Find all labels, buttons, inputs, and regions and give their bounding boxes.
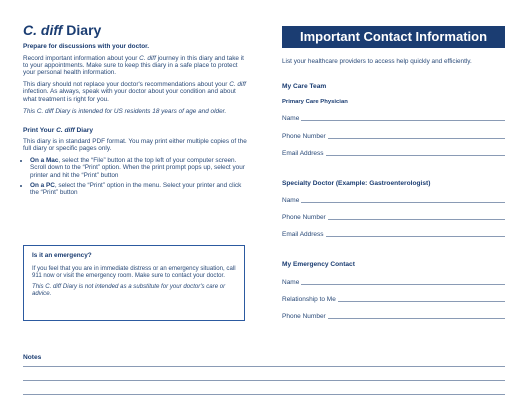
notes-label: Notes xyxy=(23,354,42,361)
notes-line[interactable] xyxy=(23,394,505,395)
specialty-phone-field[interactable]: Phone Number xyxy=(282,212,505,221)
emergency-box-note: This C. diff Diary is not intended as a substitute for your doctor's care or advice. xyxy=(32,283,226,297)
emergency-box-title: Is it an emergency? xyxy=(32,252,92,259)
care-team-heading: My Care Team xyxy=(282,83,327,90)
emergency-phone-field[interactable]: Phone Number xyxy=(282,311,505,320)
page-title: C. diff Diary xyxy=(23,22,102,38)
primary-phone-field[interactable]: Phone Number xyxy=(282,131,505,140)
disclaimer-paragraph: This diary should not replace your doctor's recommendations about your C. diff infection. As always, speak with your doctor about your condition and about what treatment is right for you. xyxy=(23,81,246,103)
notes-line[interactable] xyxy=(23,380,505,381)
emergency-relationship-field[interactable]: Relationship to Me xyxy=(282,294,505,303)
primary-care-heading: Primary Care Physician xyxy=(282,99,348,105)
print-heading: Print Your C. diff Diary xyxy=(23,126,93,134)
emergency-name-field[interactable]: Name xyxy=(282,277,505,286)
emergency-box xyxy=(23,245,245,321)
specialty-heading: Specialty Doctor (Example: Gastroenterologist) xyxy=(282,180,431,187)
emergency-contact-heading: My Emergency Contact xyxy=(282,261,355,268)
intro-paragraph: Record important information about your C. diff journey in this diary and take it to your appointments. Make sure to keep this diary in a safe place to protect your personal health information. xyxy=(23,54,244,77)
left-column xyxy=(23,22,248,199)
emergency-box-text: If you feel that you are in immediate distress or an emergency situation, call 911 now or visit the emergency room. Make sure to contact your doctor. xyxy=(32,265,236,279)
print-instructions xyxy=(23,157,248,196)
specialty-name-field[interactable]: Name xyxy=(282,195,505,204)
subtitle: Prepare for discussions with your doctor. xyxy=(23,43,150,50)
pc-instruction: • On a PC, select the “Print” option in the menu. Select your printer and click the “Print” button xyxy=(30,182,248,197)
primary-name-field[interactable]: Name xyxy=(282,113,505,122)
residency-note: This C. diff Diary is intended for US residents 18 years of age and older. xyxy=(23,107,227,115)
contact-intro: List your healthcare providers to access help quickly and efficiently. xyxy=(282,58,472,65)
notes-line[interactable] xyxy=(23,366,505,367)
print-paragraph: This diary is in standard PDF format. You may print either multiple copies of the full diary or specific pages only. xyxy=(23,137,247,153)
contact-banner: Important Contact Information xyxy=(282,26,505,48)
primary-email-field[interactable]: Email Address xyxy=(282,148,505,157)
specialty-email-field[interactable]: Email Address xyxy=(282,229,505,238)
mac-instruction: • On a Mac, select the “File” button at the top left of your computer screen. Scroll down to the “Print” option. When the print prompt pops up, select your printer and hit the “Print” button xyxy=(30,157,248,179)
